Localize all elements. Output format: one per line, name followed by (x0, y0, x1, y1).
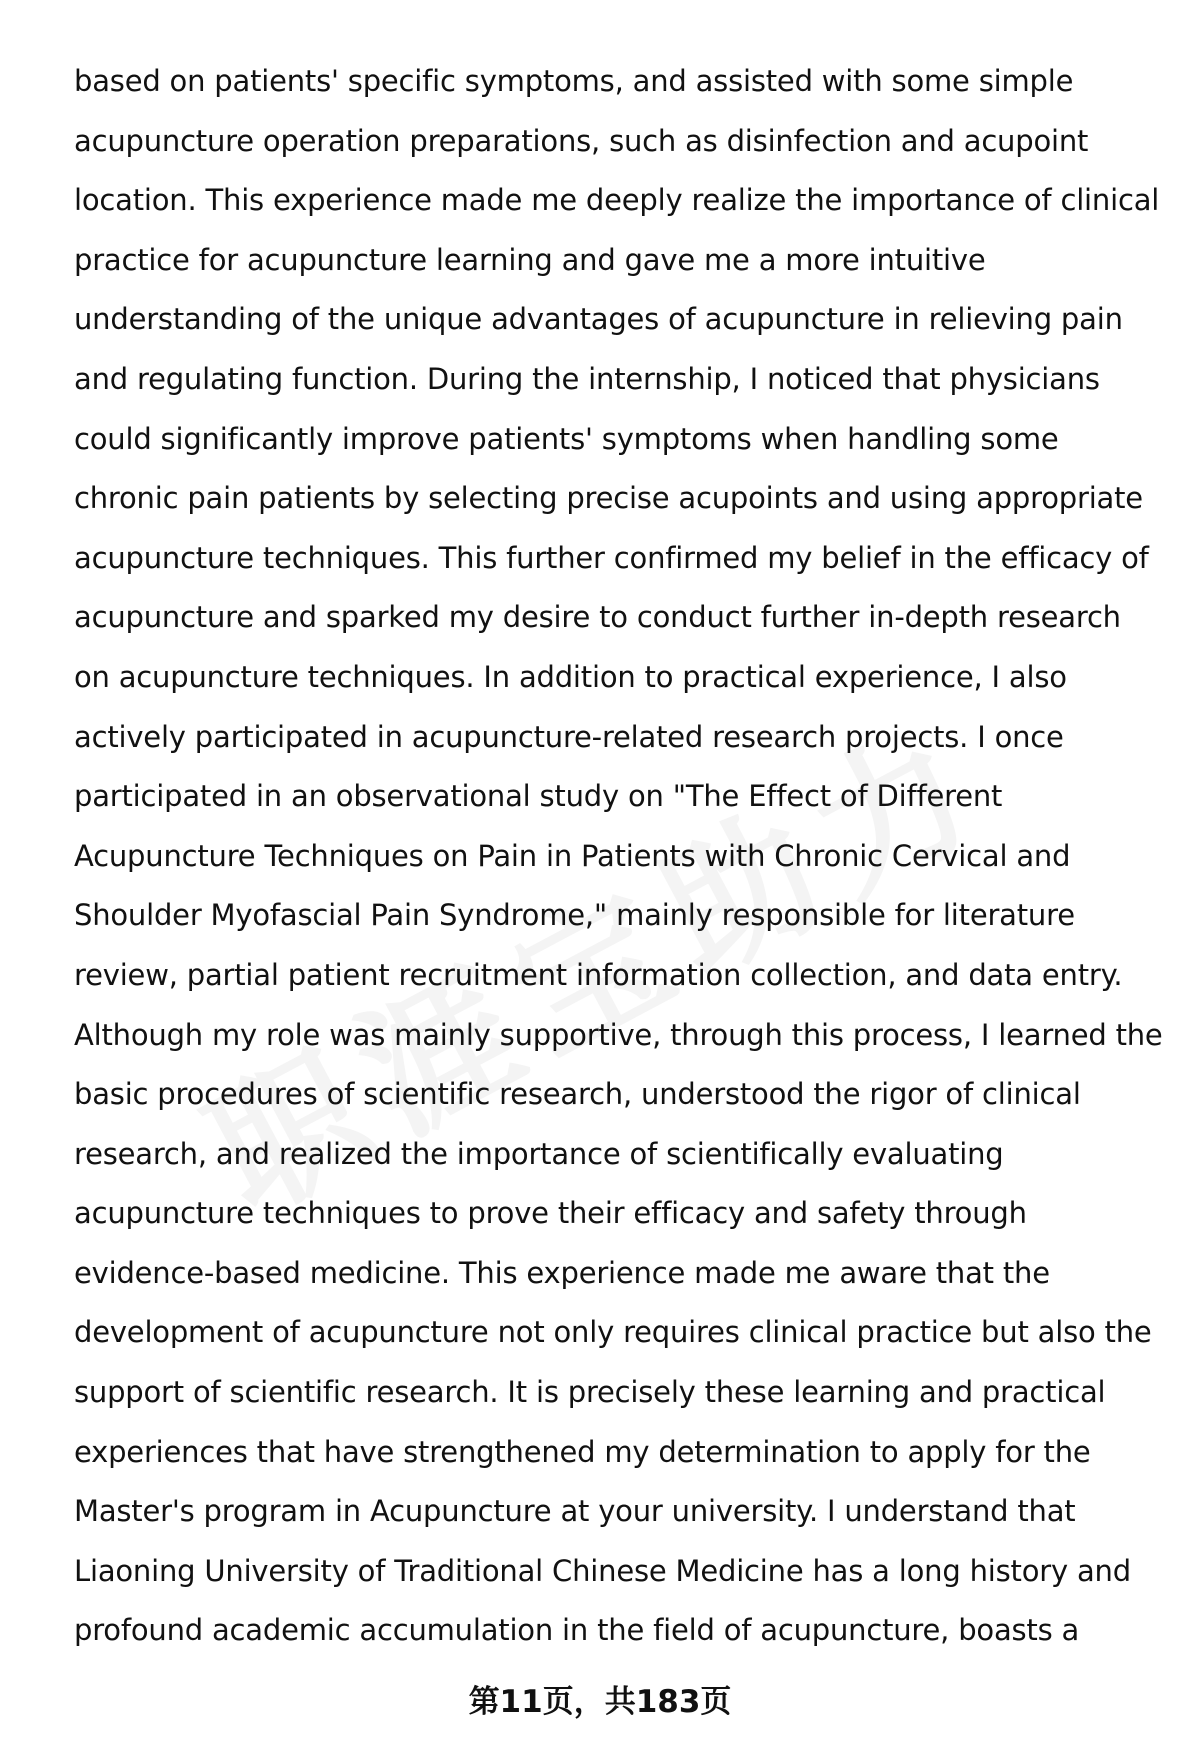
text-line: Shoulder Myofascial Pain Syndrome," mainly responsible for literature (74, 898, 1075, 933)
text-line: participated in an observational study on "The Effect of Different (74, 779, 1003, 814)
text-line: acupuncture techniques to prove their efficacy and safety through (74, 1196, 1027, 1231)
text-line: Although my role was mainly supportive, through this process, I learned the (74, 1017, 1163, 1052)
text-line: on acupuncture techniques. In addition to practical experience, I also (74, 659, 1067, 694)
text-line: and regulating function. During the internship, I noticed that physicians (74, 361, 1100, 396)
page-number-footer: 第11页，共183页 (468, 1684, 732, 1720)
text-line: Master's program in Acupuncture at your university. I understand that (74, 1494, 1076, 1529)
text-line: review, partial patient recruitment information collection, and data entry. (74, 957, 1123, 992)
text-line: actively participated in acupuncture-related research projects. I once (74, 719, 1064, 754)
text-line: acupuncture operation preparations, such as disinfection and acupoint (74, 123, 1089, 158)
text-line: chronic pain patients by selecting precise acupoints and using appropriate (74, 481, 1143, 516)
text-line: practice for acupuncture learning and gave me a more intuitive (74, 242, 986, 277)
text-line: could significantly improve patients' symptoms when handling some (74, 421, 1059, 456)
text-line: support of scientific research. It is precisely these learning and practical (74, 1375, 1106, 1410)
text-line: Liaoning University of Traditional Chinese Medicine has a long history and (74, 1553, 1131, 1588)
text-line: Acupuncture Techniques on Pain in Patients with Chronic Cervical and (74, 838, 1071, 873)
text-line: profound academic accumulation in the field of acupuncture, boasts a (74, 1613, 1080, 1648)
text-line: acupuncture and sparked my desire to conduct further in-depth research (74, 600, 1121, 635)
body-text (74, 52, 1163, 1661)
text-line: basic procedures of scientific research, understood the rigor of clinical (74, 1077, 1081, 1112)
text-line: experiences that have strengthened my determination to apply for the (74, 1434, 1091, 1469)
text-line: development of acupuncture not only requires clinical practice but also the (74, 1315, 1152, 1350)
text-line: location. This experience made me deeply realize the importance of clinical (74, 183, 1160, 218)
text-line: based on patients' specific symptoms, and assisted with some simple (74, 64, 1074, 98)
text-line: research, and realized the importance of scientifically evaluating (74, 1136, 1004, 1171)
text-line: understanding of the unique advantages of acupuncture in relieving pain (74, 302, 1123, 337)
text-line: evidence-based medicine. This experience made me aware that the (74, 1255, 1050, 1290)
text-line: acupuncture techniques. This further confirmed my belief in the efficacy of (74, 540, 1149, 575)
